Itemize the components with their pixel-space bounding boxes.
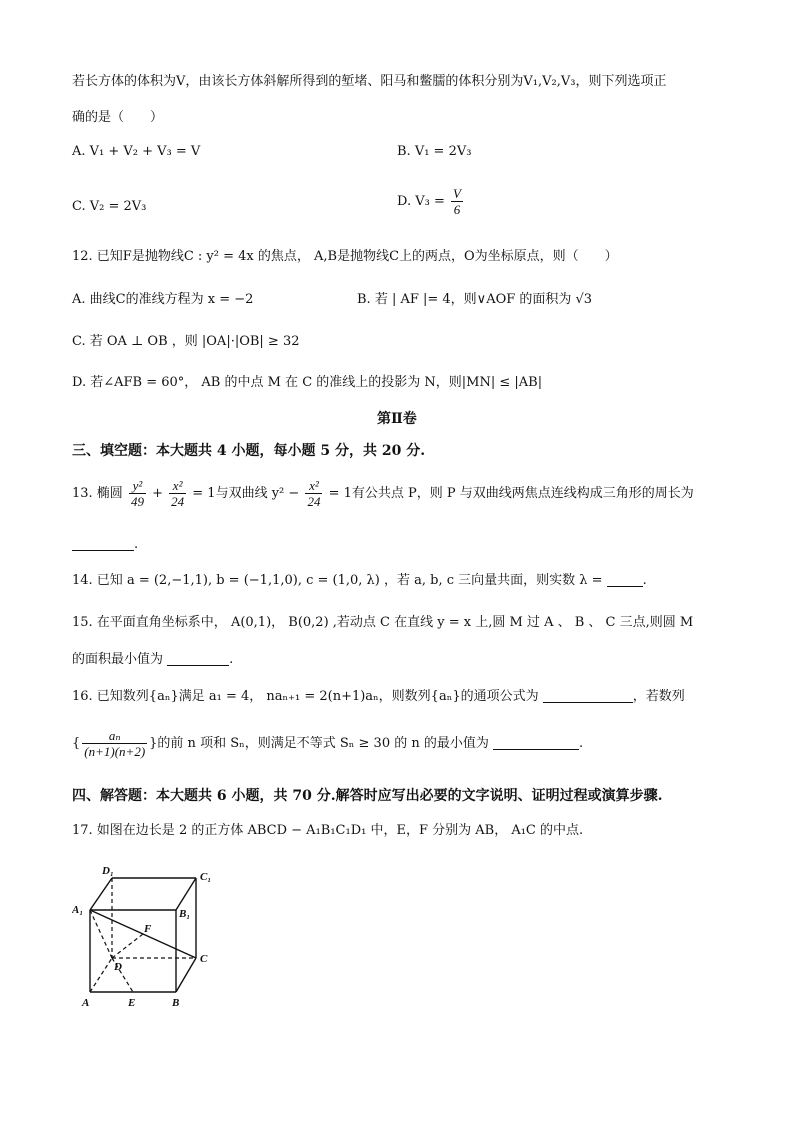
q14-end: .: [642, 573, 647, 588]
label-d: D: [114, 961, 122, 973]
fraction-numerator: x²: [169, 478, 186, 494]
label-b: B: [172, 997, 180, 1009]
q11-option-d: [397, 186, 465, 217]
q12-option-b: B. 若 | AF |= 4，则∨AOF 的面积为 √3: [357, 292, 593, 307]
label-b1: B₁: [179, 908, 191, 920]
fraction-numerator: V: [453, 186, 461, 201]
q16-line1-text: 16. 已知数列{aₙ}满足 a₁ = 4， naₙ₊₁ = 2(n+1)aₙ，则数列{aₙ}的通项公式为: [72, 689, 539, 704]
label-d1: D₁: [102, 865, 114, 877]
q17-text: 17. 如图在边长是 2 的正方体 ABCD − A₁B₁C₁D₁ 中，E，F 分别为 AB， A₁C 的中点.: [72, 823, 584, 838]
q12-option-c: C. 若 OA ⊥ OB ，则 |OA|·|OB| ≥ 32: [72, 334, 300, 349]
q15-line2-text: 的面积最小值为: [72, 652, 164, 667]
section-2-title: 第Ⅱ卷: [377, 411, 417, 427]
fraction-denominator: 24: [307, 494, 321, 509]
label-a: A: [82, 997, 90, 1009]
q15-line2: [72, 651, 233, 669]
fraction-denominator: 49: [130, 494, 144, 509]
q16-fraction: [82, 728, 147, 759]
q11-option-d-fraction: [451, 186, 463, 217]
q16-answer-blank-2[interactable]: [493, 735, 579, 750]
q12-option-a: A. 曲线C的准线方程为 x = −2: [72, 292, 254, 307]
q15-answer-blank[interactable]: [167, 651, 229, 666]
q13-plus: +: [152, 486, 163, 501]
q11-option-d-prefix: D. V₃ =: [397, 194, 445, 209]
q15-line1: 15. 在平面直角坐标系中， A(0,1)， B(0,2) ,若动点 C 在直线 y = x 上,圆 M 过 A 、 B 、 C 三点,则圆 M: [72, 615, 694, 630]
q13-end: .: [134, 537, 139, 552]
edge-b-c: [176, 958, 196, 992]
q13-answer-line: [72, 536, 138, 554]
fraction-denominator: (n+1)(n+2): [84, 744, 146, 759]
q13-middle: = 1与双曲线 y² −: [192, 486, 300, 501]
q13-fraction-1: [129, 478, 146, 509]
q11-stem-line1: 若长方体的体积为V，由该长方体斜解所得到的堑堵、阳马和鳖臑的体积分别为V₁,V₂,V₃，则下列选项正: [72, 74, 667, 89]
q14-text: 14. 已知 a = (2,−1,1), b = (−1,1,0), c = (1,0, λ) ，若 a, b, c 三向量共面，则实数 λ =: [72, 573, 603, 588]
label-e: E: [128, 997, 136, 1009]
fraction-numerator: aₙ: [82, 728, 147, 744]
edge-b1-c1: [176, 878, 196, 910]
label-f: F: [144, 923, 152, 935]
q11-option-a: A. V₁ + V₂ + V₃ = V: [72, 144, 201, 159]
fraction-numerator: x²: [305, 478, 322, 494]
label-c1: C₁: [200, 871, 212, 883]
section-4-heading: 四、解答题：本大题共 6 小题，共 70 分.解答时应写出必要的文字说明、证明过程或演算步骤.: [72, 788, 663, 804]
q16-line2: [72, 728, 583, 759]
q16-line1: [72, 688, 685, 706]
edge-a1-d1: [90, 878, 112, 910]
edge-a-d: [90, 958, 112, 992]
cube-figure: [72, 862, 232, 1010]
q13-line: [72, 478, 694, 509]
q16-brace-open: {: [72, 736, 81, 751]
label-c: C: [200, 953, 208, 965]
q13-fraction-3: [305, 478, 322, 509]
q14-line: [72, 572, 647, 590]
q13-answer-blank[interactable]: [72, 536, 134, 551]
q11-stem-line2: 确的是（ ）: [72, 110, 164, 125]
q16-line2-text: }的前 n 项和 Sₙ，则满足不等式 Sₙ ≥ 30 的 n 的最小值为: [149, 736, 489, 751]
q13-suffix: = 1有公共点 P，则 P 与双曲线两焦点连线构成三角形的周长为: [328, 486, 694, 501]
segment-d-f: [112, 934, 143, 958]
q16-end: .: [579, 736, 584, 751]
q13-prefix: 13. 椭圆: [72, 486, 123, 501]
q16-answer-blank-1[interactable]: [543, 688, 633, 703]
section-3-heading: 三、填空题：本大题共 4 小题，每小题 5 分，共 20 分.: [72, 443, 426, 459]
q11-option-c: C. V₂ = 2V₃: [72, 199, 147, 214]
fraction-numerator: y²: [129, 478, 146, 494]
fraction-denominator: 24: [171, 494, 185, 509]
q12-stem: 12. 已知F是抛物线C : y² = 4x 的焦点， A,B是抛物线C上的两点，O为坐标原点，则（ ）: [72, 249, 618, 264]
q12-option-d: D. 若∠AFB = 60°， AB 的中点 M 在 C 的准线上的投影为 N，则|MN| ≤ |AB|: [72, 375, 543, 390]
q15-end: .: [229, 652, 234, 667]
q16-line1-tail: ，若数列: [632, 689, 685, 704]
fraction-denominator: 6: [453, 202, 461, 217]
q11-option-b: B. V₁ = 2V₃: [397, 144, 472, 159]
q13-fraction-2: [169, 478, 186, 509]
q14-answer-blank[interactable]: [607, 572, 643, 587]
label-a1: A₁: [72, 904, 84, 916]
segment-a1-d: [90, 910, 112, 958]
